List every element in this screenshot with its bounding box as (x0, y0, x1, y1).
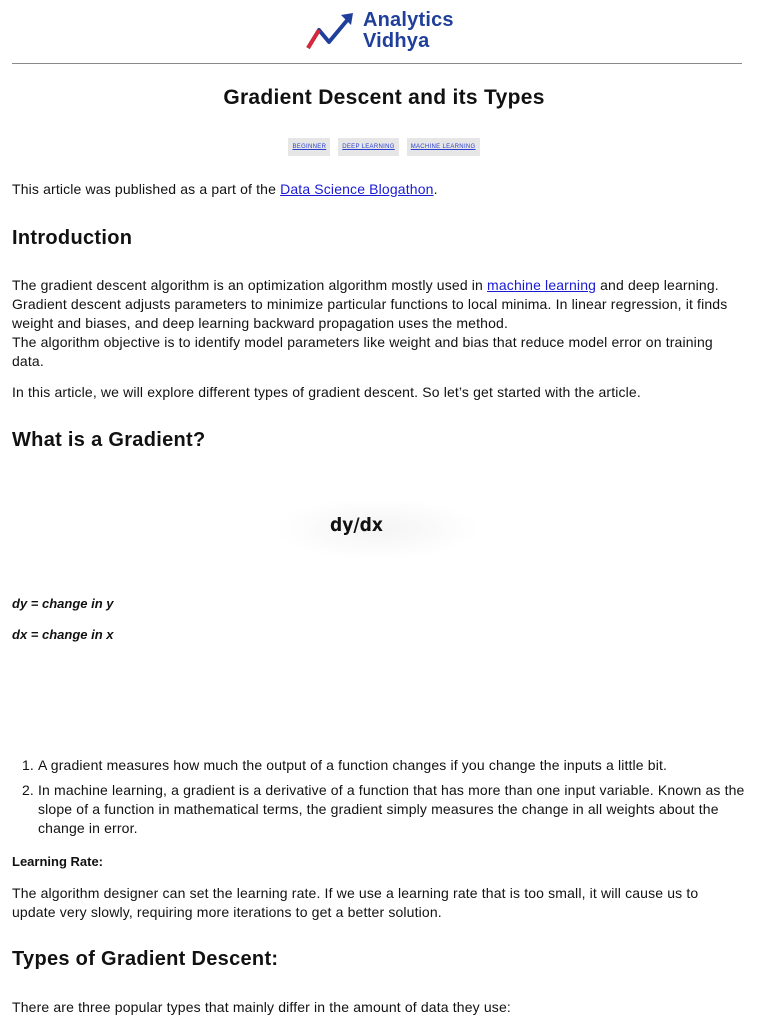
tag-machine-learning[interactable]: MACHINE LEARNING (407, 138, 480, 156)
published-note (12, 180, 744, 199)
logo-wordmark (363, 10, 454, 52)
machine-learning-link[interactable]: machine learning (487, 277, 597, 293)
intro-paragraph-2: In this article, we will explore different types of gradient descent. So let’s get started with the article. (12, 384, 641, 400)
published-prefix: This article was published as a part of the (12, 181, 281, 197)
site-header (12, 0, 742, 64)
intro-p1-after: and deep learning. Gradient descent adjusts parameters to minimize particular functions to local minima. In linear regression, it finds weight and biases, and deep learning backward propagation uses the method. (12, 277, 728, 331)
list-item: 1. A gradient measures how much the output of a function changes if you change the inputs a little bit. (38, 756, 766, 775)
gradient-heading: What is a Gradient? (12, 429, 206, 451)
logo-line-1: Analytics (363, 9, 454, 31)
definition-dy: dy = change in y (12, 596, 114, 611)
gradient-points-list (12, 756, 766, 844)
tag-beginner[interactable]: BEGINNER (288, 138, 330, 156)
introduction-heading: Introduction (12, 227, 133, 249)
formula-image (280, 500, 475, 558)
formula-text: dy/dx (330, 514, 383, 536)
published-suffix: . (433, 181, 438, 197)
logo-line-2: Vidhya (363, 30, 430, 52)
blogathon-link[interactable]: Data Science Blogathon (280, 181, 434, 197)
learning-rate-paragraph: The algorithm designer can set the learning rate. If we use a learning rate that is too small, it will cause us to update very slowly, requiring more iterations to get a better solution. (12, 885, 699, 920)
trend-arrow-icon (305, 12, 357, 52)
types-intro-paragraph: There are three popular types that mainly differ in the amount of data they use: (12, 999, 511, 1015)
article-title: Gradient Descent and its Types (223, 86, 545, 109)
tag-list (0, 138, 768, 156)
types-heading: Types of Gradient Descent: (12, 948, 279, 970)
list-item: 2. In machine learning, a gradient is a derivative of a function that has more than one input variable. Known as the slope of a function in mathematical terms, the gradient simply measures the change in all weights about the change in error. (38, 781, 766, 838)
tag-deep-learning[interactable]: DEEP LEARNING (338, 138, 398, 156)
learning-rate-label: Learning Rate: (12, 854, 104, 869)
intro-p1-line2: The algorithm objective is to identify model parameters like weight and bias that reduce model error on training data. (12, 334, 713, 369)
intro-paragraph-1 (12, 276, 744, 371)
definition-dx: dx = change in x (12, 627, 114, 642)
intro-p1-before: The gradient descent algorithm is an optimization algorithm mostly used in (12, 277, 488, 293)
analytics-vidhya-logo[interactable] (305, 10, 480, 56)
